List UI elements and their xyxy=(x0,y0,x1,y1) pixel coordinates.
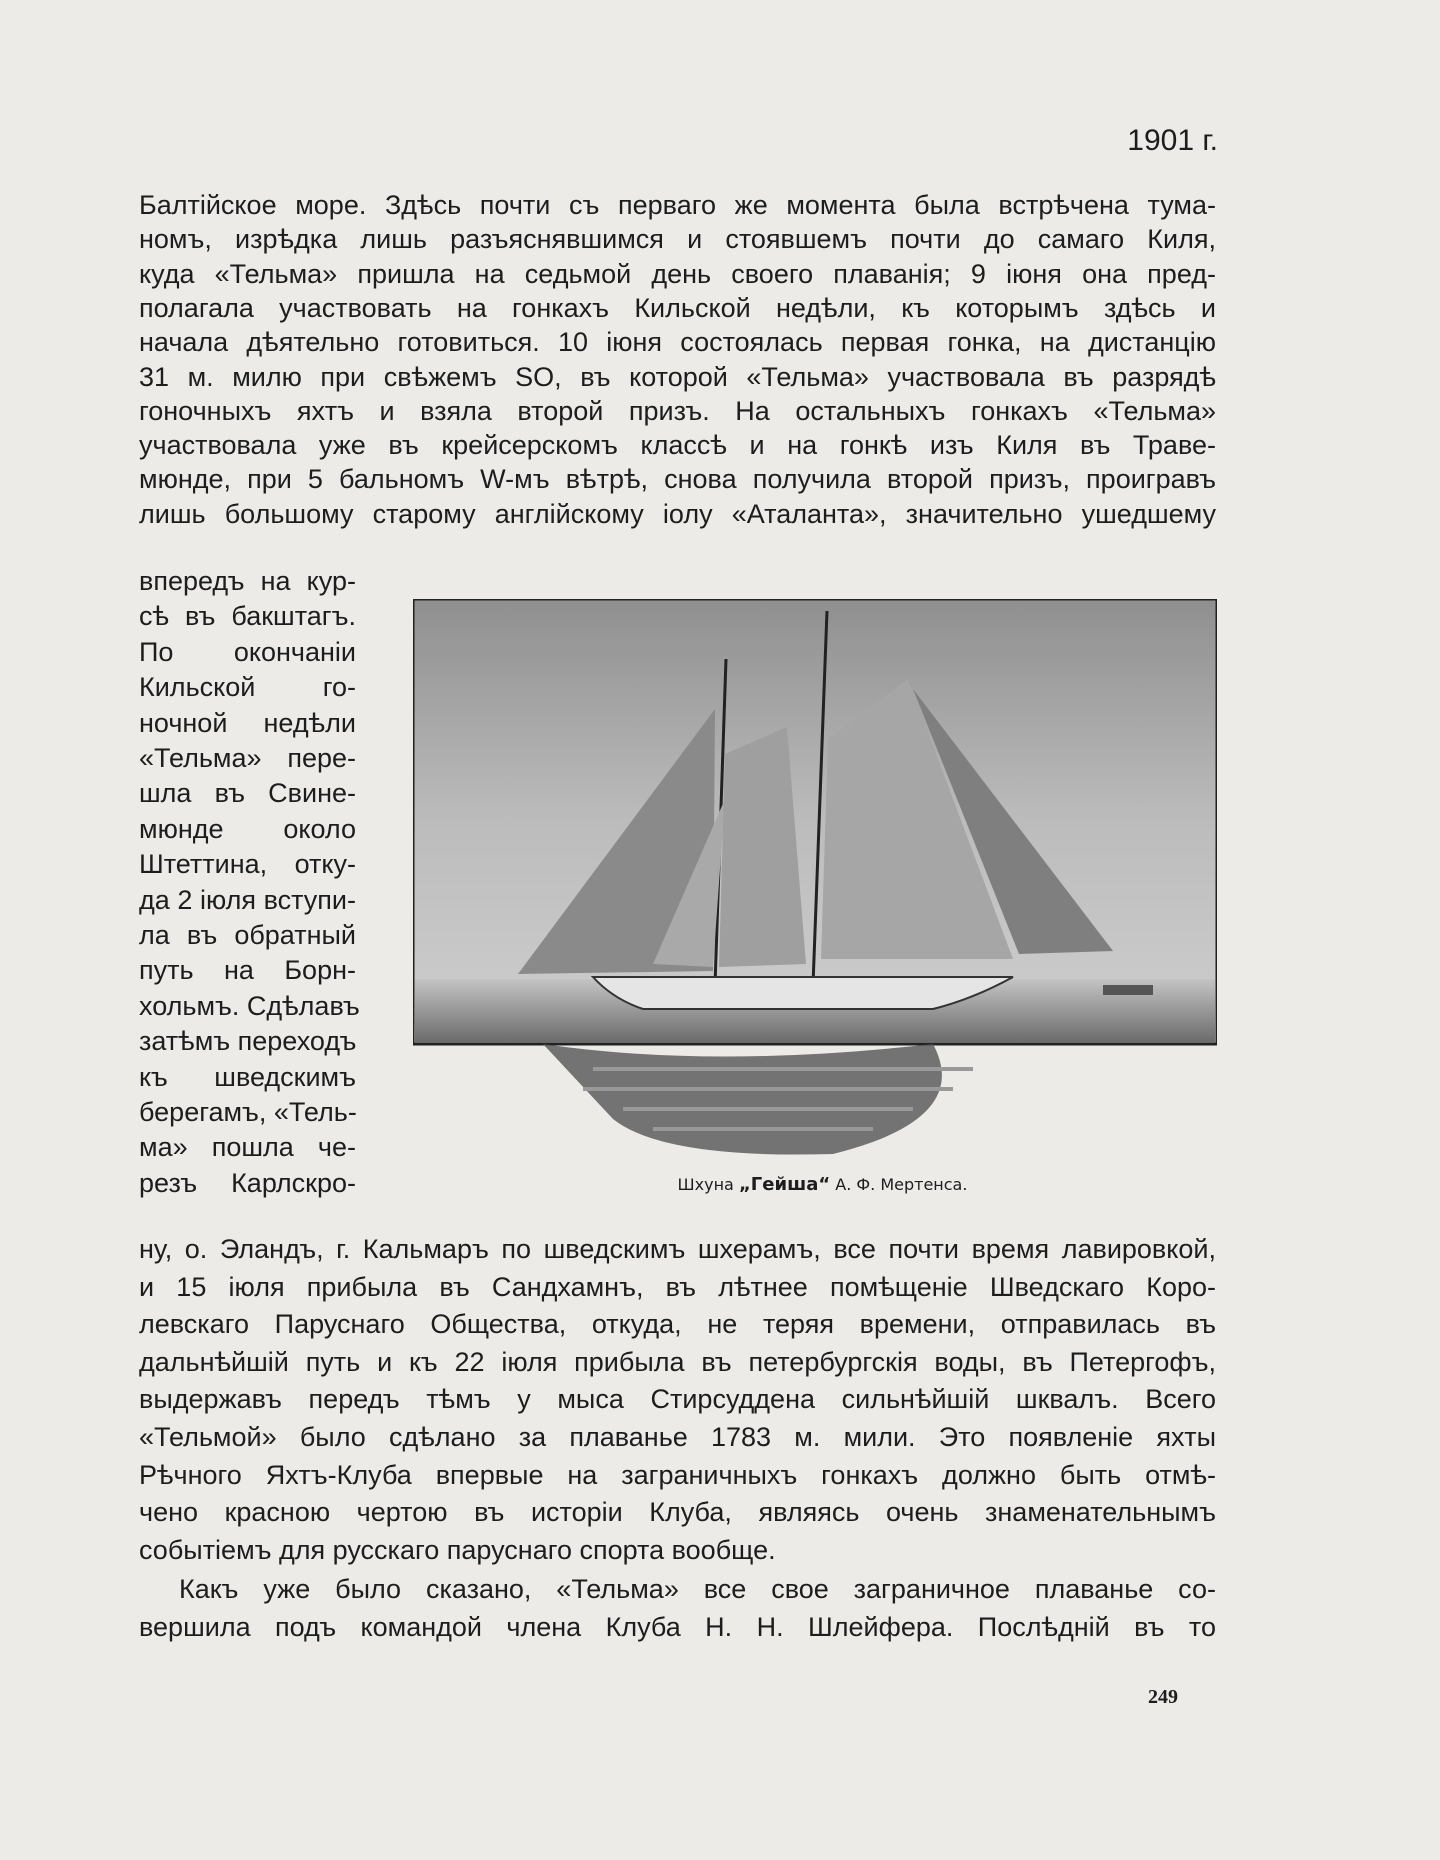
text-line: ла въ обратный xyxy=(139,920,356,950)
text-line: хольмъ. Сдѣлавъ xyxy=(139,990,360,1021)
text-line: Балтійское море. Здѣсь почти съ перваго же момента была встрѣчена тума- xyxy=(139,190,1216,220)
caption-owner: А. Ф. Мертенса. xyxy=(835,1175,968,1194)
text-line: полагала участвовать на гонкахъ Кильской недѣли, къ которымъ здѣсь и xyxy=(139,292,1216,323)
text-line: левскаго Паруснаго Общества, откуда, не теряя времени, отправилась въ xyxy=(139,1309,1216,1340)
text-line: участвовала уже въ крейсерскомъ классѣ и на гонкѣ изъ Киля въ Траве- xyxy=(139,430,1216,461)
text-line: да 2 іюля вступи- xyxy=(139,884,356,915)
text-line: чено красною чертою въ исторіи Клуба, являясь очень знаменательнымъ xyxy=(139,1497,1216,1528)
text-line: шла въ Свине- xyxy=(139,778,356,809)
text-line: номъ, изрѣдка лишь разъяснявшимся и стоявшемъ почти до самаго Киля, xyxy=(139,224,1216,255)
text-line: По окончаніи xyxy=(139,636,356,667)
text-line: Кильской го- xyxy=(139,672,356,703)
text-line: Штеттина, отку- xyxy=(139,849,356,880)
text-line: резъ Карлскро- xyxy=(139,1167,356,1198)
text-line: 31 м. милю при свѣжемъ SO, въ которой «Тельма» участвовала въ разрядѣ xyxy=(139,361,1216,392)
text-line: начала дѣятельно готовиться. 10 іюня состоялась первая гонка, на дистанцію xyxy=(139,327,1216,358)
text-line: «Тельма» пере- xyxy=(139,743,356,773)
text-line: мюнде около xyxy=(139,813,356,844)
text-line: Рѣчного Яхтъ-Клуба впервые на заграничныхъ гонкахъ должно быть отмѣ- xyxy=(139,1459,1216,1490)
text-line: вершила подъ командой члена Клуба Н. Н. Шлейфера. Послѣдній въ то xyxy=(139,1611,1216,1642)
page-number: 249 xyxy=(1148,1686,1178,1708)
text-line: куда «Тельма» пришла на седьмой день своего плаванія; 9 іюня она пред- xyxy=(139,258,1216,289)
text-line: путь на Борн- xyxy=(139,955,356,986)
text-line: «Тельмой» было сдѣлано за плаванье 1783 м. мили. Это появленіе яхты xyxy=(139,1422,1216,1452)
running-head: 1901 г. xyxy=(1127,124,1218,157)
text-line: и 15 іюля прибыла въ Сандхамнъ, въ лѣтнее помѣщеніе Шведскаго Коро- xyxy=(139,1271,1216,1302)
text-line: Какъ уже было сказано, «Тельма» все свое заграничное плаванье со- xyxy=(179,1574,1216,1604)
text-line: ну, о. Эландъ, г. Кальмаръ по шведскимъ шхерамъ, все почти время лавировкой, xyxy=(139,1234,1216,1264)
photo-caption xyxy=(0,1174,1440,1195)
text-line: сѣ въ бакштагъ. xyxy=(139,601,356,632)
text-line: берегамъ, «Тель- xyxy=(139,1097,357,1127)
text-line: мюнде, при 5 бальномъ W-мъ вѣтрѣ, снова получила второй призъ, проигравъ xyxy=(139,464,1216,495)
text-line: дальнѣйшій путь и къ 22 іюля прибыла въ петербургскія воды, въ Петергофъ, xyxy=(139,1346,1216,1377)
schooner-photo xyxy=(413,599,1217,1159)
text-line: гоночныхъ яхтъ и взяла второй призъ. На остальныхъ гонкахъ «Тельма» xyxy=(139,395,1216,426)
caption-vessel-name: „Гейша“ xyxy=(738,1174,831,1195)
text-line: лишь большому старому англійскому іолу «Аталанта», значительно ушедшему xyxy=(139,498,1216,529)
text-line: впередъ на кур- xyxy=(139,566,356,596)
text-line: выдержавъ передъ тѣмъ у мыса Стирсуддена сильнѣйшій шквалъ. Всего xyxy=(139,1384,1216,1415)
text-line: событіемъ для русскаго паруснаго спорта вообще. xyxy=(139,1534,776,1565)
text-line: затѣмъ переходъ xyxy=(139,1026,357,1057)
text-line: къ шведскимъ xyxy=(139,1061,356,1092)
text-line: ночной недѣли xyxy=(139,707,356,738)
caption-prefix: Шхуна xyxy=(677,1175,734,1194)
text-line: ма» пошла че- xyxy=(139,1132,356,1163)
